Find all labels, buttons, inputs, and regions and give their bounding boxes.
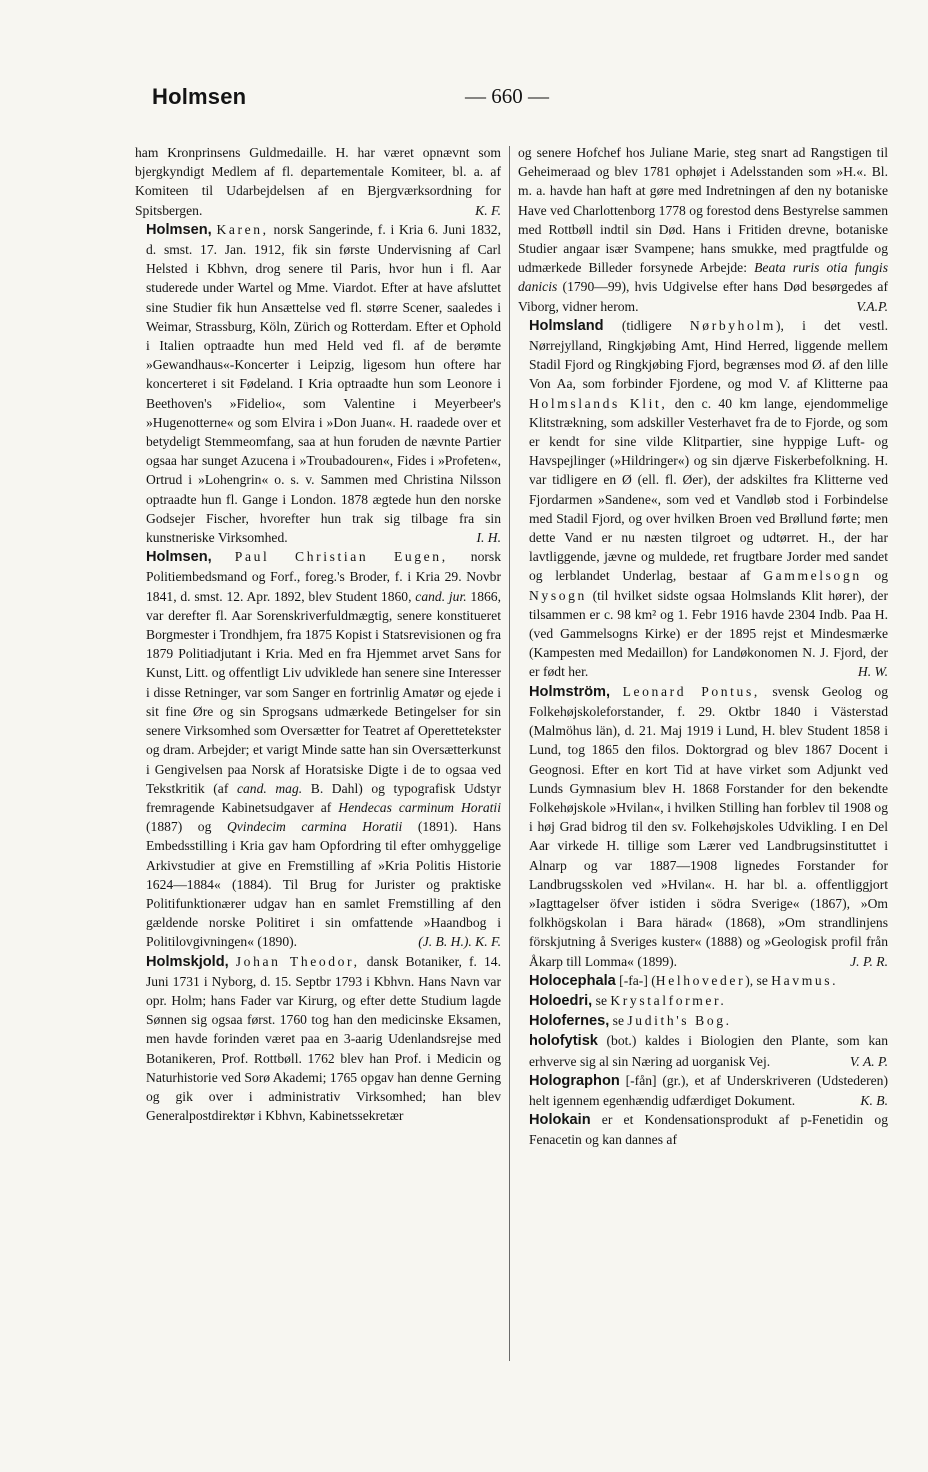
entry-holographon: Holographon [-fån] (gr.), et af Underskriveren (Udstederen) helt igennem egenhændig udfærdiget Dokument. K. B. (518, 1071, 888, 1110)
headword: Holmsland (529, 317, 604, 334)
entry-holofytisk: holofytisk (bot.) kaldes i Biologien den Plante, som kan erhverve sig al sin Næring ad uorganisk Vej. V. A. P. (518, 1031, 888, 1070)
signature: H. W. (857, 664, 888, 680)
right-column (518, 143, 888, 1150)
headword: Holoedri, (529, 992, 593, 1009)
signature: K. F. (475, 202, 501, 218)
headword: Holmsen, (146, 549, 212, 566)
entry-holmskjold: Holmskjold, Johan Theodor, dansk Botaniker, f. 14. Juni 1731 i Nyborg, d. 15. Septbr 1793 i Kbhvn. Hans Navn var opr. Holm; hans Fader var Kirurg, og efter dette Studium lagde Sønnen sig ogsaa først. 1760 tog han den medicinske Eksamen, men havde forinden været paa en 3-aarig Udenlandsrejse med Botanikeren, Prof. Rottbøll. 1762 blev han Prof. i Medicin og Naturhistorie ved Sorø Akademi; 1765 opgav han denne Gerning og gik over i administrativ Virksomhed; han blev Generalpostdirektør i Kbhvn, Kabinetssekretær (146, 953, 501, 1124)
entry-holocephala: Holocephala [-fa-] (Helhoveder), se Havmus. (529, 972, 839, 989)
headword: Holocephala (529, 972, 616, 989)
entry-continuation: ham Kronprinsens Guldmedaille. H. har været opnævnt som bjergkyndigt Medlem af fl. departementale Komiteer, bl. a. af Komiteen til Udarbejdelsen af en Bjergværksordning for Spitsbergen. K. F. (135, 143, 501, 220)
headword: holofytisk (529, 1033, 598, 1050)
signature: V. A. P. (849, 1053, 888, 1069)
entry-holmsen-karen: Holmsen, Karen, norsk Sangerinde, f. i Kria 6. Juni 1832, d. smst. 17. Jan. 1912, fik sin første Undervisning af Carl Helsted i Kbhvn, drog senere til Paris, hvor hun i fl. Aar studerede under Wartel og Mme. Viardot. Efter at have afsluttet sine Studier fik hun Ansættelse ved fl. større Scener, saaledes i Weimar, Strassburg, Köln, Zürich og Rotterdam. Efter et Ophold i Italien optraadte hun med Held ved fl. af de berømte »Gewandhaus«-Koncerter i Leipzig, ligesom hun oftere har koncerteret i sit Fødeland. I Kria optraadte hun som Leonore i Beethoven's »Fidelio«, som Valentine i Meyerbeer's »Hugenotterne« og som Elvira i »Don Juan«. H. raadede over et betydeligt Stemmeomfang, saa at hun foruden de nævnte Partier ogsaa har sunget Azucena i »Troubadouren«, Fides i »Profeten«, Ortrud i »Lohengrin« o. s. v. Sammen med Christina Nilsson optraadte hun fl. Gange i London. 1878 ægtede hun den norske Godsejer Fischer, hvorefter hun trak sig tilbage fra sin kunstneriske Virksomhed. I. H. (135, 220, 501, 547)
signature: (J. B. H.). K. F. (418, 934, 501, 950)
column-divider (509, 146, 510, 1361)
entry-holmstrom: Holmström, Leonard Pontus, svensk Geolog og Folkehøjskoleforstander, f. 29. Oktbr 1840 i Västerstad (Malmöhus län), d. 21. Maj 1919 i Lund, H. blev Student 1858 i Lund, tog 1865 den filos. Doktorgrad og blev 1867 Docent i Geognosi. Efter en kort Tid at have virket som Adjunkt ved Lunds Gymnasium blev H. 1868 Forstander for den bekendte Folkehøjskole »Hvilan«, i hvilken Stilling han forblev til 1908 og i høj Grad bidrog til den sv. Folkehøjskoles Udvikling. I en Del Aar virkede H. tillige som Lærer ved Landbrugsinstituttet i Alnarp og var 1887—1908 lignedes Forstander for Landbrugsskolen ved »Hvilan«. H. har bl. a. offentliggjort »Iagttagelser öfver istiden i södra Sverige« (1867), »Om folkhögskolan i Bara härad« (1868), »Om strandlinjens förskjutning å Sveriges kuster« (1888) og »Geologisk profil från Åkarp till Lomma« (1899). J. P. R. (518, 682, 888, 971)
headword: Holmström, (529, 683, 611, 700)
entry-holofernes: Holofernes, se Judith's Bog. (529, 1013, 732, 1030)
headword: Holokain (529, 1112, 591, 1129)
entry-holmsen-paul: Holmsen, Paul Christian Eugen, norsk Politiembedsmand og Forf., foreg.'s Broder, f. i Kria 29. Novbr 1841, d. smst. 12. Apr. 1892, blev Student 1860, cand. jur. 1866, var derefter fl. Aar Sorenskriverfuldmægtig, senere konstitueret Borgmester i Trondhjem, fra 1875 Kopist i Statsrevisionen og fra 1879 Politiadjutant i Kria. Med en fra Hjemmet arvet Sans for Kunst, Litt. og offentligt Liv udviklede han senere sine Interesser i disse Retninger, var som Sanger en fortrinlig Amatør og ejede i sit fine Øre og sin Sprogsans udmærkede Betingelser for sin senere Virksomhed som Oversætter for Teatret af Operettetekster og dram. Arbejder; et varigt Minde satte han sin Oversætterkunst i Gengivelsen paa Norsk af Horatsiske Digte i de to ogsaa ved Tekstkritik (af cand. mag. B. Dahl) og typografisk Udstyr fremragende Kabinetsudgaver af Hendecas carminum Horatii (1887) og Qvindecim carmina Horatii (1891). Hans Embedsstilling i Kria gav ham Opfordring til efter omhyggelige Arkivstudier at give en Fremstilling af »Kria Politis Historie 1624—1884« (1884). Til Brug for Jurister og praktiske Politifunktionærer udgav han en samlet Fremstilling af den gældende norske Politiret i sin omfattende »Haandbog i Politilovgivningen« (1890). (J. B. H.). K. F. (135, 547, 501, 951)
signature: K. B. (860, 1092, 888, 1108)
signature: J. P. R. (850, 953, 888, 969)
page-number: — 660 — (465, 84, 549, 108)
entry-continuation: og senere Hofchef hos Juliane Marie, steg snart ad Rangstigen til Geheimeraad og blev 1781 ophøjet i Adelsstanden som »H.«. Bl. m. a. havde han haft at gøre med Indretningen af den ny botaniske Have ved Charlottenborg 1778 og forestod dens Bestyrelse sammen med Rottbøll indtil sin Død. Hans i Fritiden drevne, botaniske Studier angaar især Svampene; hans smukke, med pragtfulde og udmærkede Billeder forsynede Arbejde: Beata ruris otia fungis danicis (1790—99), hvis Udgivelse efter hans Død besørgedes af Viborg, vidner herom. V.A.P. (518, 143, 888, 316)
signature: I. H. (476, 530, 501, 546)
entry-holoedri: Holoedri, se Krystalformer. (529, 992, 727, 1009)
left-column (135, 143, 501, 1125)
running-head: Holmsen (152, 84, 247, 109)
headword: Holographon (529, 1072, 620, 1089)
entry-holmsland: Holmsland (tidligere Nørbyholm), i det vestl. Nørrejylland, Ringkjøbing Amt, Hind Herred, liggende mellem Stadil Fjord og Ringkjøbing Fjord, begrænses mod Ø. af den lille Von Aa, som forbinder Fjordene, og mod V. af Klitterne paa Holmslands Klit, den c. 40 km lange, ejendommelige Klitstrækning, som adskiller Vesterhavet fra de to Fjorde, og som er kendt for sine vilde Klitpartier, sine hyppige Luft- og Havspejlinger (»Hildringer«) og sin djærve Fiskerbefolkning. H. var tidligere en Ø (ell. fl. Øer), der adskiltes fra Klitterne ved Fjordarmen »Sandene«, som ved et Vandløb stod i Forbindelse med Stadil Fjord, og over hvilken Broen ved Brøllund førte; men dette Vand er nu næsten tilgroet og udtørret. H., der har lavtliggende, jævne og muldede, ret frugtbare Jorder med sandet og lerblandet Underlag, bestaar af Gammelsogn og Nysogn (til hvilket sidste ogsaa Holmslands Klit hører), der tilsammen er c. 98 km² og 1. Febr 1916 havde 2304 Indb. Paa H. (ved Gammelsogns Kirke) er der 1895 rejst et Mindesmærke (Kampesten med Medaillon) for Landøkonomen N. J. Fjord, der er født her. H. W. (518, 316, 888, 682)
signature: V.A.P. (856, 298, 888, 314)
headword: Holmskjold, (146, 953, 229, 970)
entry-holokain: Holokain er et Kondensationsprodukt af p-Fenetidin og Fenacetin og kan dannes af (529, 1112, 888, 1148)
headword: Holofernes, (529, 1013, 610, 1030)
headword: Holmsen, (146, 221, 212, 238)
page-header (152, 84, 762, 116)
